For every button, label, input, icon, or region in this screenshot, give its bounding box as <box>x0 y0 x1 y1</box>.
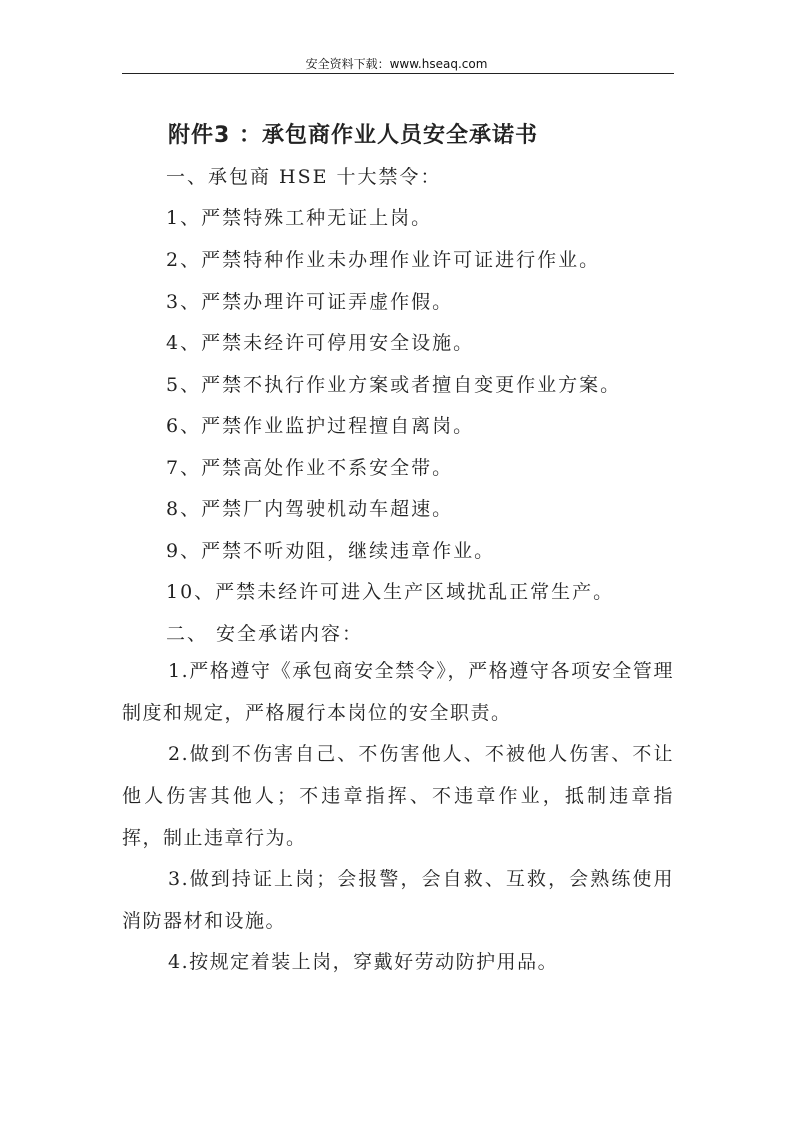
rule-item: 5、严禁不执行作业方案或者擅自变更作业方案。 <box>166 374 622 396</box>
section1-heading: 一、承包商 HSE 十大禁令： <box>166 166 442 188</box>
rule-item: 1、严禁特殊工种无证上岗。 <box>166 207 433 229</box>
section2-heading: 二、 安全承诺内容： <box>166 623 364 645</box>
rule-item: 6、严禁作业监护过程擅自离岗。 <box>166 415 475 437</box>
document-title: 附件3 ：承包商作业人员安全承诺书 <box>168 123 538 148</box>
rule-item: 2、严禁特种作业未办理作业许可证进行作业。 <box>166 249 601 271</box>
rule-item: 4、严禁未经许可停用安全设施。 <box>166 332 475 354</box>
rule-item: 3、严禁办理许可证弄虚作假。 <box>166 291 454 313</box>
rule-item: 8、严禁厂内驾驶机动车超速。 <box>166 498 454 520</box>
commitment-paragraph: 3.做到持证上岗；会报警，会自救、互救，会熟练使用消防器材和设施。 <box>122 868 674 932</box>
commitment-paragraph: 4.按规定着装上岗，穿戴好劳动防护用品。 <box>168 951 559 973</box>
commitment-paragraph: 1.严格遵守《承包商安全禁令》，严格遵守各项安全管理制度和规定，严格履行本岗位的安全职责。 <box>122 660 674 724</box>
rule-item: 10、严禁未经许可进入生产区域扰乱正常生产。 <box>166 581 615 603</box>
commitment-paragraph: 2.做到不伤害自己、不伤害他人、不被他人伤害、不让他人伤害其他人；不违章指挥、不违章作业，抵制违章指挥，制止违章行为。 <box>122 743 674 849</box>
header-divider <box>122 73 674 74</box>
page-header: 安全资料下载：www.hseaq.com <box>305 57 488 71</box>
rule-item: 7、严禁高处作业不系安全带。 <box>166 457 454 479</box>
rule-item: 9、严禁不听劝阻，继续违章作业。 <box>166 540 496 562</box>
